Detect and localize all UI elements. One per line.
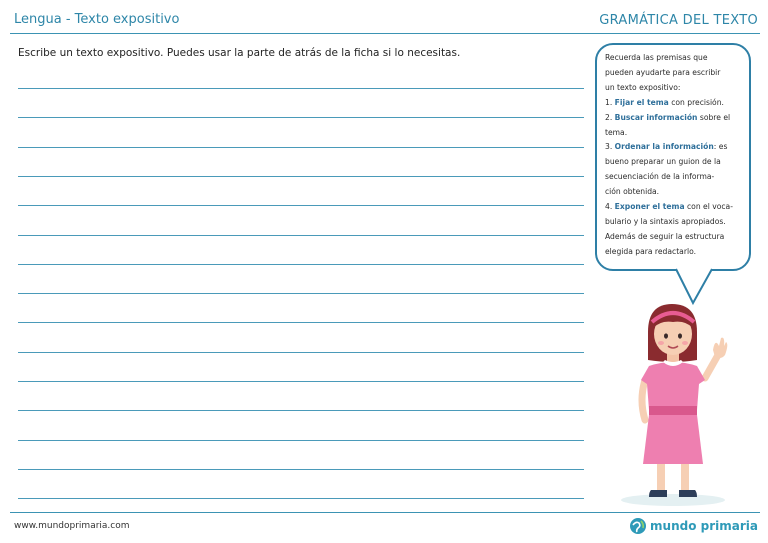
tip-item-4: 4. Exponer el tema con el voca- [605, 202, 733, 212]
writing-line[interactable] [18, 205, 584, 206]
writing-line[interactable] [18, 293, 584, 294]
girl-illustration [615, 300, 735, 510]
writing-line[interactable] [18, 176, 584, 177]
writing-line[interactable] [18, 410, 584, 411]
tip-item-2-cont: tema. [605, 127, 628, 137]
header-divider [10, 33, 760, 34]
tip-item-4-line-2: Además de seguir la estructura [605, 231, 725, 241]
writing-line[interactable] [18, 147, 584, 148]
tip-item-3-line-1: bueno preparar un guion de la [605, 157, 721, 167]
subject-title: Lengua - Texto expositivo [14, 12, 180, 27]
writing-line[interactable] [18, 235, 584, 236]
tip-item-3: 3. Ordenar la información: es [605, 142, 728, 152]
writing-line[interactable] [18, 440, 584, 441]
tip-item-4-line-3: elegida para redactarlo. [605, 246, 696, 256]
writing-line[interactable] [18, 498, 584, 499]
writing-line[interactable] [18, 322, 584, 323]
bubble-intro-3: un texto expositivo: [605, 82, 681, 92]
writing-line[interactable] [18, 88, 584, 89]
bubble-intro-1: Recuerda las premisas que [605, 53, 708, 62]
bubble-intro-2: pueden ayudarte para escribir [605, 67, 721, 77]
tip-item-3-line-2: secuenciación de la informa- [605, 172, 715, 182]
tip-item-3-line-3: ción obtenida. [605, 187, 660, 197]
page-header [0, 0, 768, 36]
writing-line[interactable] [18, 352, 584, 353]
tips-speech-bubble [595, 43, 751, 271]
writing-line[interactable] [18, 469, 584, 470]
tip-item-2: 2. Buscar información sobre el [605, 112, 731, 122]
writing-line[interactable] [18, 381, 584, 382]
tip-item-4-line-1: bulario y la sintaxis apropiados. [605, 216, 726, 226]
brand-logo [629, 517, 758, 535]
instruction-text: Escribe un texto expositivo. Puedes usar la parte de atrás de la ficha si lo necesitas. [18, 47, 461, 59]
writing-line[interactable] [18, 264, 584, 265]
tip-item-1: 1. Fijar el tema con precisión. [605, 97, 724, 107]
footer-divider [10, 512, 760, 513]
writing-line[interactable] [18, 117, 584, 118]
brand-name: mundo primaria [650, 519, 758, 533]
globe-icon [629, 517, 647, 535]
section-title: GRAMÁTICA DEL TEXTO [599, 13, 758, 28]
footer-url[interactable]: www.mundoprimaria.com [14, 521, 130, 531]
